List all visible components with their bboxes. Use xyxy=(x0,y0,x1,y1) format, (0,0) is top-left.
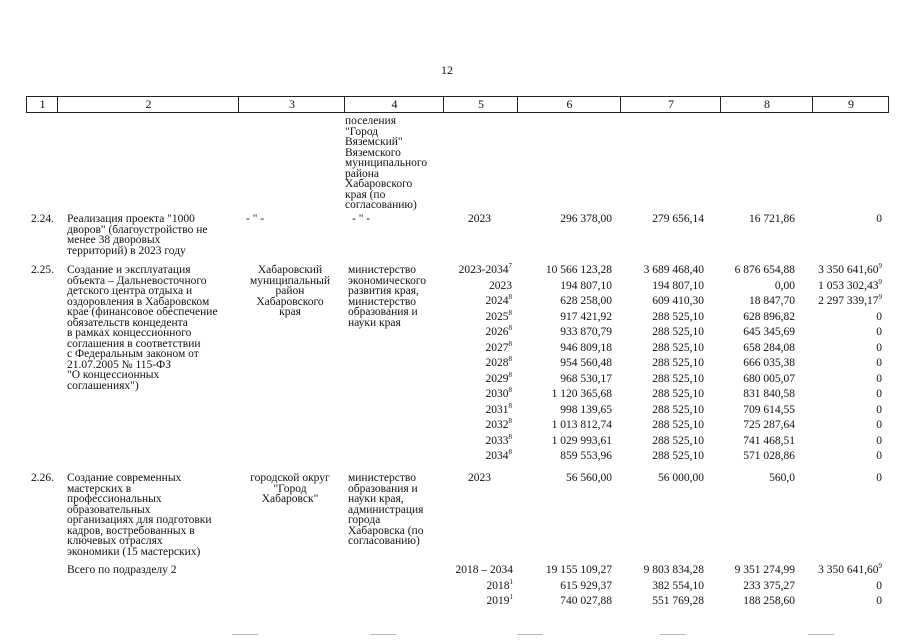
year-cell xyxy=(422,293,512,307)
value-col8: 658 284,08 xyxy=(743,341,795,354)
column-header-6: 6 xyxy=(517,96,621,113)
municipality-cell: Хабаровского xyxy=(256,295,324,308)
scan-artifact xyxy=(517,634,543,635)
year-value: 2025 xyxy=(485,310,509,323)
value-col8: 188 258,60 xyxy=(743,595,795,607)
value-col7: 288 525,10 xyxy=(652,357,704,369)
value-col8: 18 847,70 xyxy=(749,295,795,307)
measure-name: образовательных xyxy=(67,503,151,516)
scan-artifact xyxy=(370,634,396,635)
scan-artifact xyxy=(808,634,834,635)
value-col7: 382 554,10 xyxy=(652,579,704,592)
measure-name: организациях для подготовки xyxy=(67,514,212,526)
measure-name: оздоровления в Хабаровском xyxy=(67,295,210,308)
year-value: 2023 xyxy=(489,279,512,292)
value-col9-number: 0 xyxy=(876,595,882,607)
value-col9-number: 0 xyxy=(876,310,882,323)
value-col6: 917 421,92 xyxy=(560,310,612,323)
value-col9 xyxy=(790,374,882,385)
measure-name: кадров, востребованных в xyxy=(67,524,195,537)
value-col6: 10 566 123,28 xyxy=(545,264,612,276)
value-col7: 288 525,10 xyxy=(652,341,704,354)
value-col6: 740 027,88 xyxy=(560,595,612,607)
column-header-5: 5 xyxy=(443,96,518,113)
year-value: 2028 xyxy=(485,357,509,369)
municipality-cell: Хабаровск" xyxy=(261,493,319,505)
municipality-cell: края xyxy=(279,306,301,318)
column-header-9: 9 xyxy=(812,96,889,113)
municipality-cell: "Город xyxy=(273,482,307,495)
footnote-mark: 9 xyxy=(878,262,882,271)
measure-name: соглашениях") xyxy=(67,379,139,392)
value-col6: 998 139,65 xyxy=(560,403,612,416)
value-col9-number: 0 xyxy=(876,388,882,400)
value-col7: 609 410,30 xyxy=(652,295,704,307)
measure-name: Реализация проекта "1000 xyxy=(67,213,195,225)
value-col9 xyxy=(790,262,882,276)
header-right-border xyxy=(888,96,889,113)
carry-over-responsible: "Город xyxy=(345,125,379,138)
value-col7: 288 525,10 xyxy=(652,372,704,385)
year-cell xyxy=(422,448,512,462)
column-header-7: 7 xyxy=(620,96,721,113)
value-col8: 0,00 xyxy=(774,279,795,292)
value-col8: 9 351 274,99 xyxy=(734,564,795,576)
value-col9-number: 0 xyxy=(876,372,882,385)
value-col9 xyxy=(790,293,882,307)
value-col7: 288 525,10 xyxy=(652,403,704,416)
carry-over-responsible: края (по xyxy=(345,188,386,201)
value-col9 xyxy=(790,389,882,400)
year-cell xyxy=(422,370,512,385)
value-col7: 288 525,10 xyxy=(652,450,704,462)
measure-name: дворов" (благоустройство не xyxy=(67,223,208,236)
value-col7: 288 525,10 xyxy=(652,419,704,431)
measure-name: ключевых отраслях xyxy=(67,535,163,547)
value-col8: 666 035,38 xyxy=(743,357,795,369)
measure-name: с Федеральным законом от xyxy=(67,348,199,360)
value-col7: 288 525,10 xyxy=(652,388,704,400)
value-col9 xyxy=(790,312,882,323)
column-header-4: 4 xyxy=(344,96,444,113)
measure-name: мастерских в xyxy=(67,482,132,495)
measure-name: крае (финансовое обеспечение xyxy=(67,306,218,318)
value-col7: 551 769,28 xyxy=(652,595,704,607)
value-col9-number: 0 xyxy=(876,450,882,462)
footnote-mark: 8 xyxy=(508,448,512,457)
row-number: 2.24. xyxy=(31,213,54,225)
value-col8: 571 028,86 xyxy=(743,450,795,462)
year-cell: 2023 xyxy=(468,213,491,225)
carry-over-responsible: Хабаровского xyxy=(345,178,413,190)
value-col9-number: 2 297 339,17 xyxy=(818,295,879,307)
value-col7: 288 525,10 xyxy=(652,326,704,338)
year-cell xyxy=(422,262,512,276)
value-col8: 680 005,07 xyxy=(743,372,795,385)
footnote-mark: 8 xyxy=(508,339,512,348)
value-col6: 946 809,18 xyxy=(560,341,612,354)
footnote-mark: 1 xyxy=(509,593,513,602)
value-col9-number: 3 350 641,60 xyxy=(818,564,879,576)
responsible-cell: образования и xyxy=(348,306,418,318)
value-col9-number: 1 053 302,43 xyxy=(818,279,879,292)
measure-name: территорий) в 2023 году xyxy=(67,244,186,257)
footnote-mark: 9 xyxy=(878,562,882,571)
value-col9 xyxy=(790,436,882,447)
responsible-cell: министерство xyxy=(348,295,416,308)
carry-over-responsible: согласованию) xyxy=(345,199,417,211)
footnote-mark: 8 xyxy=(508,293,512,302)
responsible-cell: науки края xyxy=(348,316,401,329)
value-col9: 0 xyxy=(876,472,882,484)
responsible-cell: администрация xyxy=(348,503,424,516)
footnote-mark: 8 xyxy=(508,401,512,410)
value-col9 xyxy=(790,405,882,416)
value-col7: 56 000,00 xyxy=(658,472,704,484)
value-col7: 194 807,10 xyxy=(652,279,704,292)
measure-name: соглашения в соответствии xyxy=(67,337,201,350)
value-col7: 3 689 468,40 xyxy=(643,264,704,276)
year-value: 2026 xyxy=(485,326,509,338)
row-number: 2.26. xyxy=(31,472,54,484)
carry-over-responsible: Вяземский" xyxy=(345,136,403,148)
value-col6: 19 155 109,27 xyxy=(545,564,612,576)
value-col8: 741 468,51 xyxy=(743,434,795,447)
value-col8: 628 896,82 xyxy=(743,310,795,323)
municipality-cell: - " - xyxy=(246,213,265,225)
year-value: 2023-2034 xyxy=(458,264,509,276)
value-col6: 968 530,17 xyxy=(560,372,612,385)
value-col6: 933 870,79 xyxy=(560,326,612,338)
column-header-3: 3 xyxy=(238,96,345,113)
year-value: 2019 xyxy=(486,595,510,607)
value-col6: 1 029 993,61 xyxy=(551,434,612,447)
value-col6: 859 553,96 xyxy=(560,450,612,462)
value-col8: 16 721,86 xyxy=(749,213,795,225)
value-col7: 9 803 834,28 xyxy=(643,564,704,576)
year-cell xyxy=(422,386,512,400)
value-col8: 645 345,69 xyxy=(743,326,795,338)
responsible-cell: согласованию) xyxy=(348,535,420,547)
value-col9 xyxy=(790,596,882,607)
value-col9-number: 0 xyxy=(876,419,882,431)
year-cell xyxy=(422,401,512,416)
value-col9-number: 0 xyxy=(876,341,882,354)
measure-name: 21.07.2005 № 115-ФЗ xyxy=(67,358,171,371)
value-col8: 6 876 654,88 xyxy=(734,264,795,276)
year-cell xyxy=(422,417,512,431)
carry-over-responsible: Вяземского xyxy=(345,146,401,159)
subtotal-label: Всего по подразделу 2 xyxy=(67,564,177,576)
measure-name: профессиональных xyxy=(67,493,162,505)
year-value: 2034 xyxy=(485,450,509,462)
year-value: 2027 xyxy=(485,341,509,354)
footnote-mark: 9 xyxy=(878,293,882,302)
footnote-mark: 8 xyxy=(508,324,512,333)
responsible-cell: города xyxy=(348,514,381,526)
year-value: 2030 xyxy=(485,388,509,400)
row-number: 2.25. xyxy=(31,264,54,276)
value-col6: 615 929,37 xyxy=(560,579,612,592)
value-col9-number: 0 xyxy=(876,579,882,592)
value-col8: 725 287,64 xyxy=(743,419,795,431)
measure-name: менее 38 дворовых xyxy=(67,234,161,246)
carry-over-responsible: поселения xyxy=(345,115,396,127)
municipality-cell: муниципальный xyxy=(249,274,331,287)
value-col9-number: 0 xyxy=(876,434,882,447)
year-cell xyxy=(422,339,512,354)
measure-name: обязательств концедента xyxy=(67,316,188,329)
footnote-mark: 8 xyxy=(508,308,512,317)
year-value: 2024 xyxy=(485,295,509,307)
value-col9-number: 0 xyxy=(876,326,882,338)
value-col9 xyxy=(790,581,882,592)
year-value: 2033 xyxy=(485,434,509,447)
value-col6: 628 258,00 xyxy=(560,295,612,307)
value-col9 xyxy=(790,358,882,369)
measure-name: Создание современных xyxy=(67,472,182,484)
responsible-cell: развития края, xyxy=(348,285,419,297)
value-col9-number: 0 xyxy=(876,403,882,416)
value-col9 xyxy=(790,343,882,354)
value-col8: 233 375,27 xyxy=(743,579,795,592)
carry-over-responsible: района xyxy=(345,167,380,180)
year-cell xyxy=(422,355,512,369)
responsible-cell: министерство xyxy=(348,472,416,484)
value-col8: 831 840,58 xyxy=(743,388,795,400)
responsible-cell: министерство xyxy=(348,264,416,276)
year-value: 2031 xyxy=(485,403,509,416)
value-col9 xyxy=(790,327,882,338)
measure-name: детского центра отдыха и xyxy=(67,285,193,297)
column-header-8: 8 xyxy=(720,96,813,113)
footnote-mark: 8 xyxy=(508,355,512,364)
column-header-2: 2 xyxy=(57,96,239,113)
value-col9 xyxy=(790,451,882,462)
year-cell xyxy=(422,308,512,323)
value-col6: 1 013 812,74 xyxy=(551,419,612,431)
responsible-cell: образования и xyxy=(348,482,418,495)
municipality-cell: городской округ xyxy=(250,472,330,484)
value-col6: 1 120 365,68 xyxy=(551,388,612,400)
value-col8: 709 614,55 xyxy=(743,403,795,416)
year-cell xyxy=(422,324,512,338)
measure-name: объекта – Дальневосточного xyxy=(67,274,207,287)
year-cell xyxy=(422,432,512,447)
value-col6: 56 560,00 xyxy=(566,472,612,484)
carry-over-responsible: муниципального xyxy=(345,157,428,169)
footnote-mark: 8 xyxy=(508,417,512,426)
responsible-cell: Хабаровска (по xyxy=(348,524,424,537)
footnote-mark: 8 xyxy=(508,432,512,441)
measure-name: в рамках концессионного xyxy=(67,327,192,339)
responsible-cell: науки края, xyxy=(348,493,404,505)
year-value: 2018 – 2034 xyxy=(455,564,513,576)
value-col7: 288 525,10 xyxy=(652,310,704,323)
value-col7: 279 656,14 xyxy=(652,213,704,225)
year-value: 2018 xyxy=(486,579,510,592)
value-col9-number: 0 xyxy=(876,357,882,369)
value-col6: 296 378,00 xyxy=(560,213,612,225)
value-col9 xyxy=(790,277,882,292)
responsible-cell: - " - xyxy=(352,213,371,225)
value-col9: 0 xyxy=(876,213,882,225)
value-col9 xyxy=(790,420,882,431)
footnote-mark: 8 xyxy=(508,370,512,379)
footnote-mark: 7 xyxy=(508,262,512,271)
footnote-mark: 8 xyxy=(508,386,512,395)
year-value: 2029 xyxy=(485,372,509,385)
responsible-cell: экономического xyxy=(348,274,427,287)
value-col9 xyxy=(790,562,882,576)
footnote-mark: 1 xyxy=(509,577,513,586)
scan-artifact xyxy=(232,634,258,635)
measure-name: Создание и эксплуатация xyxy=(67,264,191,276)
scan-artifact xyxy=(660,634,686,635)
column-header-1: 1 xyxy=(26,96,58,113)
footnote-mark: 9 xyxy=(878,277,882,286)
municipality-cell: Хабаровский xyxy=(257,264,323,276)
value-col9-number: 3 350 641,60 xyxy=(818,264,879,276)
value-col8: 560,0 xyxy=(769,472,795,484)
value-col6: 194 807,10 xyxy=(560,279,612,292)
municipality-cell: район xyxy=(275,285,305,297)
year-cell xyxy=(422,281,512,292)
year-cell: 2023 xyxy=(468,472,491,484)
measure-name: экономики (15 мастерских) xyxy=(67,545,201,558)
year-value: 2032 xyxy=(485,419,509,431)
value-col7: 288 525,10 xyxy=(652,434,704,447)
measure-name: "О концессионных xyxy=(67,369,160,381)
value-col6: 954 560,48 xyxy=(560,357,612,369)
page-number: 12 xyxy=(441,63,453,77)
